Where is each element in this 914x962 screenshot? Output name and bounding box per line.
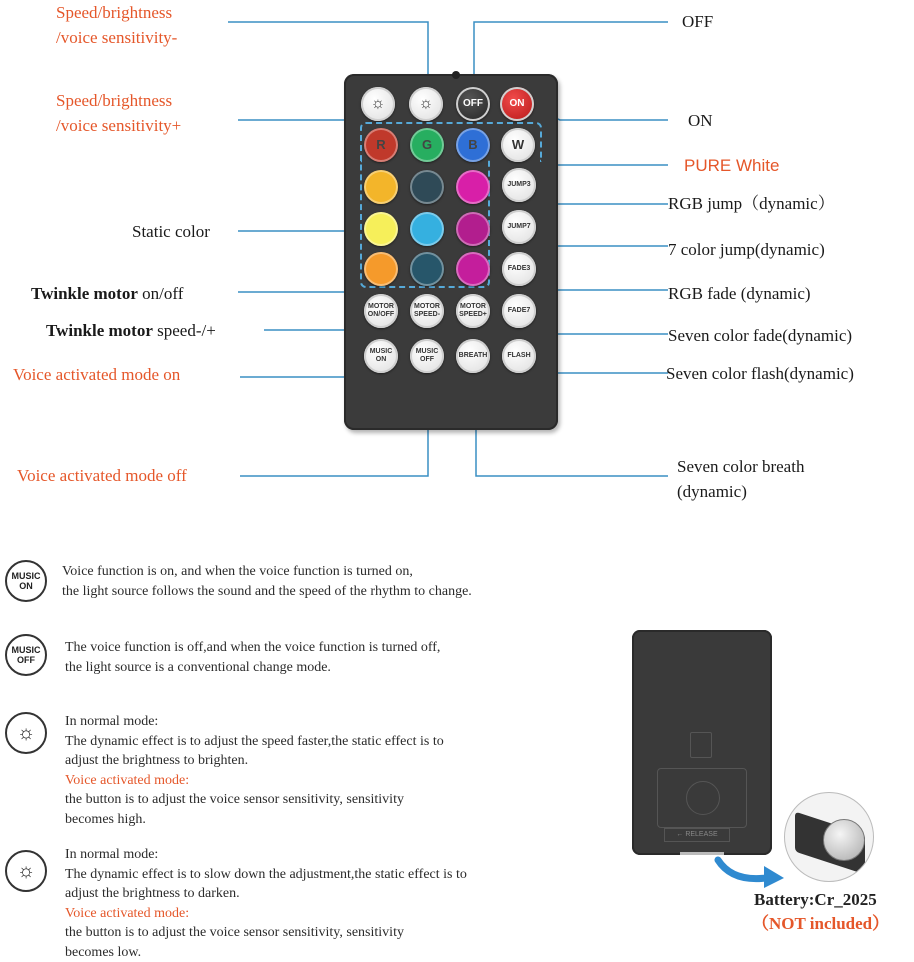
color-button-9[interactable] [456, 252, 490, 286]
seven-breath-label: Seven color breath (dynamic) [677, 457, 805, 501]
on-button[interactable]: ON [500, 87, 534, 121]
speed-plus-label: Speed/brightness /voice sensitivity+ [56, 91, 182, 135]
twinkle-speed-label: Twinkle motor speed-/+ [46, 321, 216, 340]
color-button-8[interactable] [410, 252, 444, 286]
coin-battery-icon [823, 819, 865, 861]
jump7-button[interactable]: JUMP7 [502, 210, 536, 244]
color7-jump-label: 7 color jump(dynamic) [668, 240, 825, 259]
brightness-up-icon: ☼ [5, 712, 47, 754]
fade7-button[interactable]: FADE7 [502, 294, 536, 328]
music-on-description: Voice function is on, and when the voice function is turned on, the light source follows the sound and the speed of the rhythm to change. [62, 564, 472, 599]
music-off-icon: MUSIC OFF [5, 634, 47, 676]
motor-speed-plus-button[interactable]: MOTOR SPEED+ [456, 294, 490, 328]
breath-button[interactable]: BREATH [456, 339, 490, 373]
brightness-up-button[interactable]: ☼ [361, 87, 395, 121]
off-label: OFF [682, 12, 714, 31]
rgb-fade-label: RGB fade (dynamic) [668, 284, 811, 303]
brightness-down-icon: ☼ [5, 850, 47, 892]
jump3-button[interactable]: JUMP3 [502, 168, 536, 202]
color-button-2[interactable] [410, 170, 444, 204]
fade3-button[interactable]: FADE3 [502, 252, 536, 286]
arrow-icon [712, 852, 792, 892]
brightness-up-description: In normal mode: The dynamic effect is to adjust the speed faster,the static effect is to adjust the brightness to brighten. Voice activated mode: the button is to adjust the voice sensor sensitivity, sensitivity becomes high. [65, 714, 444, 827]
battery-compartment [657, 768, 747, 828]
motor-speed-minus-button[interactable]: MOTOR SPEED- [410, 294, 444, 328]
motor-onoff-button[interactable]: MOTOR ON/OFF [364, 294, 398, 328]
speed-minus-label: Speed/brightness /voice sensitivity- [56, 3, 178, 47]
music-off-button[interactable]: MUSIC OFF [410, 339, 444, 373]
white-button[interactable]: W [501, 128, 535, 162]
music-on-button[interactable]: MUSIC ON [364, 339, 398, 373]
release-label: ← RELEASE [664, 828, 730, 842]
battery-note: （NOT included） [752, 914, 890, 933]
red-button[interactable]: R [364, 128, 398, 162]
color-button-6[interactable] [456, 212, 490, 246]
recycle-icon [690, 732, 712, 758]
remote-back [632, 630, 772, 855]
seven-fade-label: Seven color fade(dynamic) [668, 326, 853, 345]
voice-on-label: Voice activated mode on [13, 365, 181, 384]
music-off-description: The voice function is off,and when the voice function is turned off, the light source is a conventional change mode. [65, 640, 441, 675]
ir-led [452, 71, 460, 79]
green-button[interactable]: G [410, 128, 444, 162]
blue-button[interactable]: B [456, 128, 490, 162]
color-button-1[interactable] [364, 170, 398, 204]
flash-button[interactable]: FLASH [502, 339, 536, 373]
pure-white-label: PURE White [684, 156, 780, 175]
voice-off-label: Voice activated mode off [17, 466, 187, 485]
static-color-label: Static color [132, 222, 210, 241]
color-button-4[interactable] [364, 212, 398, 246]
battery-photo [784, 792, 874, 882]
off-button[interactable]: OFF [456, 87, 490, 121]
brightness-down-button[interactable]: ☼ [409, 87, 443, 121]
twinkle-onoff-label: Twinkle motor on/off [31, 284, 184, 303]
color-button-5[interactable] [410, 212, 444, 246]
color-button-7[interactable] [364, 252, 398, 286]
rgb-jump-label: RGB jump（dynamic） [668, 194, 835, 213]
on-label: ON [688, 111, 713, 130]
remote-control [344, 74, 558, 430]
seven-flash-label: Seven color flash(dynamic) [666, 364, 854, 383]
music-on-icon: MUSIC ON [5, 560, 47, 602]
brightness-down-description: In normal mode: The dynamic effect is to slow down the adjustment,the static effect is to adjust the brightness to darken. Voice activated mode: the button is to adjust the voice sensor sensitivity, sensitivity becomes low. [65, 847, 467, 960]
battery-slot-icon [686, 781, 720, 815]
battery-label: Battery:Cr_2025 [754, 890, 877, 909]
color-button-3[interactable] [456, 170, 490, 204]
